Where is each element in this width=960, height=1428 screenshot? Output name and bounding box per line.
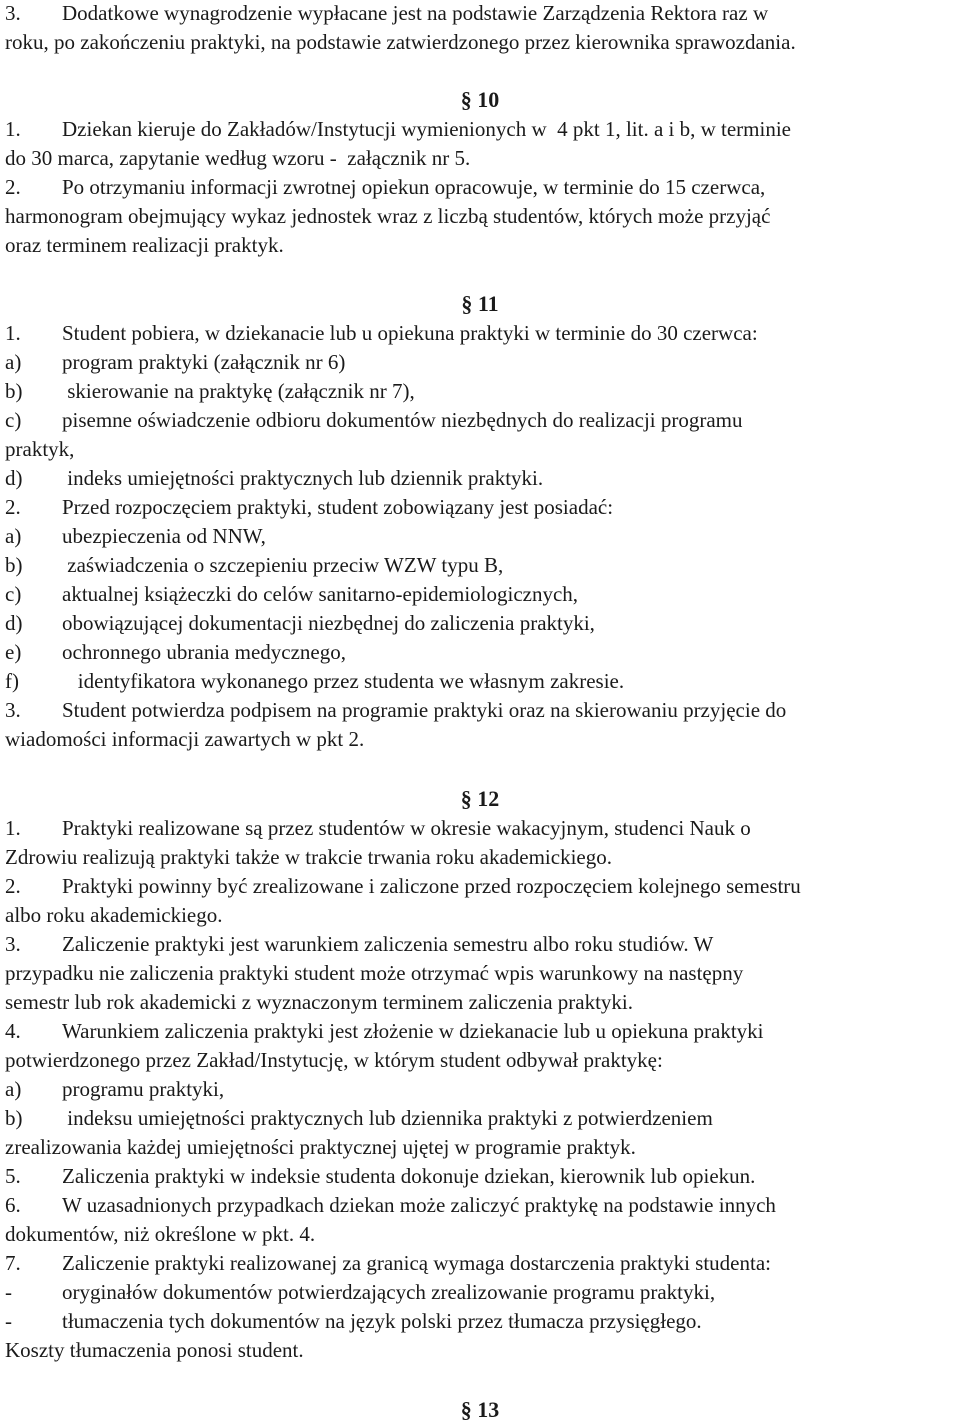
line-text: semestr lub rok akademicki z wyznaczonym terminem zaliczenia praktyki. <box>5 990 634 1014</box>
line-text: Student potwierdza podpisem na programie praktyki oraz na skierowaniu przyjęcie do <box>62 698 787 722</box>
list-item <box>5 555 503 576</box>
list-item <box>5 1108 713 1129</box>
line-text: albo roku akademickiego. <box>5 903 223 927</box>
line-text: aktualnej książeczki do celów sanitarno-epidemiologicznych, <box>62 582 579 606</box>
item-label: - <box>5 1309 12 1333</box>
line-text: Dodatkowe wynagrodzenie wypłacane jest na podstawie Zarządzenia Rektora raz w <box>62 1 769 25</box>
line-text: zaświadczenia o szczepieniu przeciw WZW typu B, <box>62 553 504 577</box>
paragraph-line <box>5 876 801 897</box>
item-label: 5. <box>5 1164 21 1188</box>
line-text: indeksu umiejętności praktycznych lub dziennika praktyki z potwierdzeniem <box>62 1106 713 1130</box>
paragraph-line <box>5 934 713 955</box>
line-text: Praktyki powinny być zrealizowane i zaliczone przed rozpoczęciem kolejnego semestru <box>62 874 801 898</box>
item-label: 2. <box>5 175 21 199</box>
paragraph-line <box>5 206 770 227</box>
item-label: a) <box>5 524 22 548</box>
list-item <box>5 671 624 692</box>
list-item <box>5 352 345 373</box>
line-text: Zdrowiu realizują praktyki także w trakcie trwania roku akademickiego. <box>5 845 612 869</box>
paragraph-line <box>5 1253 771 1274</box>
paragraph-line <box>5 1224 315 1245</box>
line-text: zrealizowania każdej umiejętności praktycznej ujętej w programie praktyk. <box>5 1135 636 1159</box>
item-label: 1. <box>5 117 21 141</box>
list-item <box>5 642 346 663</box>
line-text: Koszty tłumaczenia ponosi student. <box>5 1338 304 1362</box>
line-text: praktyk, <box>5 437 75 461</box>
section-heading: § 13 <box>460 1397 500 1422</box>
item-label: 1. <box>5 321 21 345</box>
item-label: b) <box>5 553 23 577</box>
item-label: 6. <box>5 1193 21 1217</box>
paragraph-line <box>5 847 612 868</box>
item-label: e) <box>5 640 22 664</box>
item-label: a) <box>5 350 22 374</box>
list-item <box>5 1311 702 1332</box>
line-text: tłumaczenia tych dokumentów na język polski przez tłumacza przysięgłego. <box>62 1309 702 1333</box>
line-text: skierowanie na praktykę (załącznik nr 7), <box>62 379 415 403</box>
item-label: 1. <box>5 816 21 840</box>
line-text: pisemne oświadczenie odbioru dokumentów niezbędnych do realizacji programu <box>62 408 743 432</box>
line-text: Przed rozpoczęciem praktyki, student zobowiązany jest posiadać: <box>62 495 614 519</box>
item-label: b) <box>5 379 23 403</box>
line-text: Student pobiera, w dziekanacie lub u opiekuna praktyki w terminie do 30 czerwca: <box>62 321 758 345</box>
line-text: wiadomości informacji zawartych w pkt 2. <box>5 727 365 751</box>
paragraph-line <box>5 119 791 140</box>
item-label: 4. <box>5 1019 21 1043</box>
list-item <box>5 613 595 634</box>
line-text: przypadku nie zaliczenia praktyki student może otrzymać wpis warunkowy na następny <box>5 961 744 985</box>
line-text: Zaliczenie praktyki realizowanej za granicą wymaga dostarczenia praktyki studenta: <box>62 1251 771 1275</box>
item-label: 3. <box>5 1 21 25</box>
paragraph-line <box>5 3 768 24</box>
item-label: f) <box>5 669 19 693</box>
item-label: b) <box>5 1106 23 1130</box>
paragraph-line <box>5 700 786 721</box>
paragraph-line <box>5 439 74 460</box>
line-text: programu praktyki, <box>62 1077 225 1101</box>
item-label: 7. <box>5 1251 21 1275</box>
item-label: d) <box>5 611 23 635</box>
line-text: ochronnego ubrania medycznego, <box>62 640 346 664</box>
line-text: ubezpieczenia od NNW, <box>62 524 266 548</box>
line-text: identyfikatora wykonanego przez studenta we własnym zakresie. <box>62 669 625 693</box>
line-text: Zaliczenie praktyki jest warunkiem zaliczenia semestru albo roku studiów. W <box>62 932 714 956</box>
item-label: 3. <box>5 932 21 956</box>
paragraph-line <box>5 1340 304 1361</box>
paragraph-line <box>5 992 633 1013</box>
line-text: harmonogram obejmujący wykaz jednostek wraz z liczbą studentów, których może przyjąć <box>5 204 771 228</box>
list-item <box>5 1079 224 1100</box>
section-heading: § 12 <box>460 786 500 811</box>
paragraph-line <box>5 905 223 926</box>
list-item <box>5 526 266 547</box>
line-text: roku, po zakończeniu praktyki, na podstawie zatwierdzonego przez kierownika sprawozdania. <box>5 30 796 54</box>
section-heading: § 11 <box>461 291 499 316</box>
line-text: oryginałów dokumentów potwierdzających zrealizowanie programu praktyki, <box>62 1280 716 1304</box>
list-item <box>5 584 578 605</box>
line-text: Praktyki realizowane są przez studentów w okresie wakacyjnym, studenci Nauk o <box>62 816 751 840</box>
item-label: c) <box>5 582 22 606</box>
line-text: potwierdzonego przez Zakład/Instytucję, w którym student odbywał praktykę: <box>5 1048 663 1072</box>
paragraph-line <box>5 1137 636 1158</box>
paragraph-line <box>5 497 613 518</box>
line-text: Dziekan kieruje do Zakładów/Instytucji wymienionych w 4 pkt 1, lit. a i b, w terminie <box>62 117 792 141</box>
line-text: do 30 marca, zapytanie według wzoru - załącznik nr 5. <box>5 146 471 170</box>
line-text: dokumentów, niż określone w pkt. 4. <box>5 1222 316 1246</box>
item-label: c) <box>5 408 22 432</box>
paragraph-line <box>5 963 743 984</box>
list-item <box>5 410 743 431</box>
line-text: Warunkiem zaliczenia praktyki jest złożenie w dziekanacie lub u opiekuna praktyki <box>62 1019 764 1043</box>
paragraph-line <box>5 1050 663 1071</box>
paragraph-line <box>5 729 364 750</box>
line-text: W uzasadnionych przypadkach dziekan może zaliczyć praktykę na podstawie innych <box>62 1193 776 1217</box>
item-label: d) <box>5 466 23 490</box>
section-heading: § 10 <box>460 87 500 112</box>
item-label: 3. <box>5 698 21 722</box>
list-item <box>5 468 543 489</box>
line-text: oraz terminem realizacji praktyk. <box>5 233 284 257</box>
item-label: a) <box>5 1077 22 1101</box>
paragraph-line <box>5 818 751 839</box>
list-item <box>5 1282 715 1303</box>
item-label: 2. <box>5 495 21 519</box>
paragraph-line <box>5 323 758 344</box>
line-text: program praktyki (załącznik nr 6) <box>62 350 346 374</box>
line-text: obowiązującej dokumentacji niezbędnej do zaliczenia praktyki, <box>62 611 595 635</box>
paragraph-line <box>5 148 470 169</box>
line-text: indeks umiejętności praktycznych lub dziennik praktyki. <box>62 466 544 490</box>
list-item <box>5 381 415 402</box>
paragraph-line <box>5 177 765 198</box>
line-text: Po otrzymaniu informacji zwrotnej opiekun opracowuje, w terminie do 15 czerwca, <box>62 175 766 199</box>
paragraph-line <box>5 1166 755 1187</box>
item-label: 2. <box>5 874 21 898</box>
line-text: Zaliczenia praktyki w indeksie studenta dokonuje dziekan, kierownik lub opiekun. <box>62 1164 756 1188</box>
item-label: - <box>5 1280 12 1304</box>
paragraph-line <box>5 1021 764 1042</box>
paragraph-line <box>5 235 284 256</box>
paragraph-line <box>5 32 796 53</box>
paragraph-line <box>5 1195 776 1216</box>
